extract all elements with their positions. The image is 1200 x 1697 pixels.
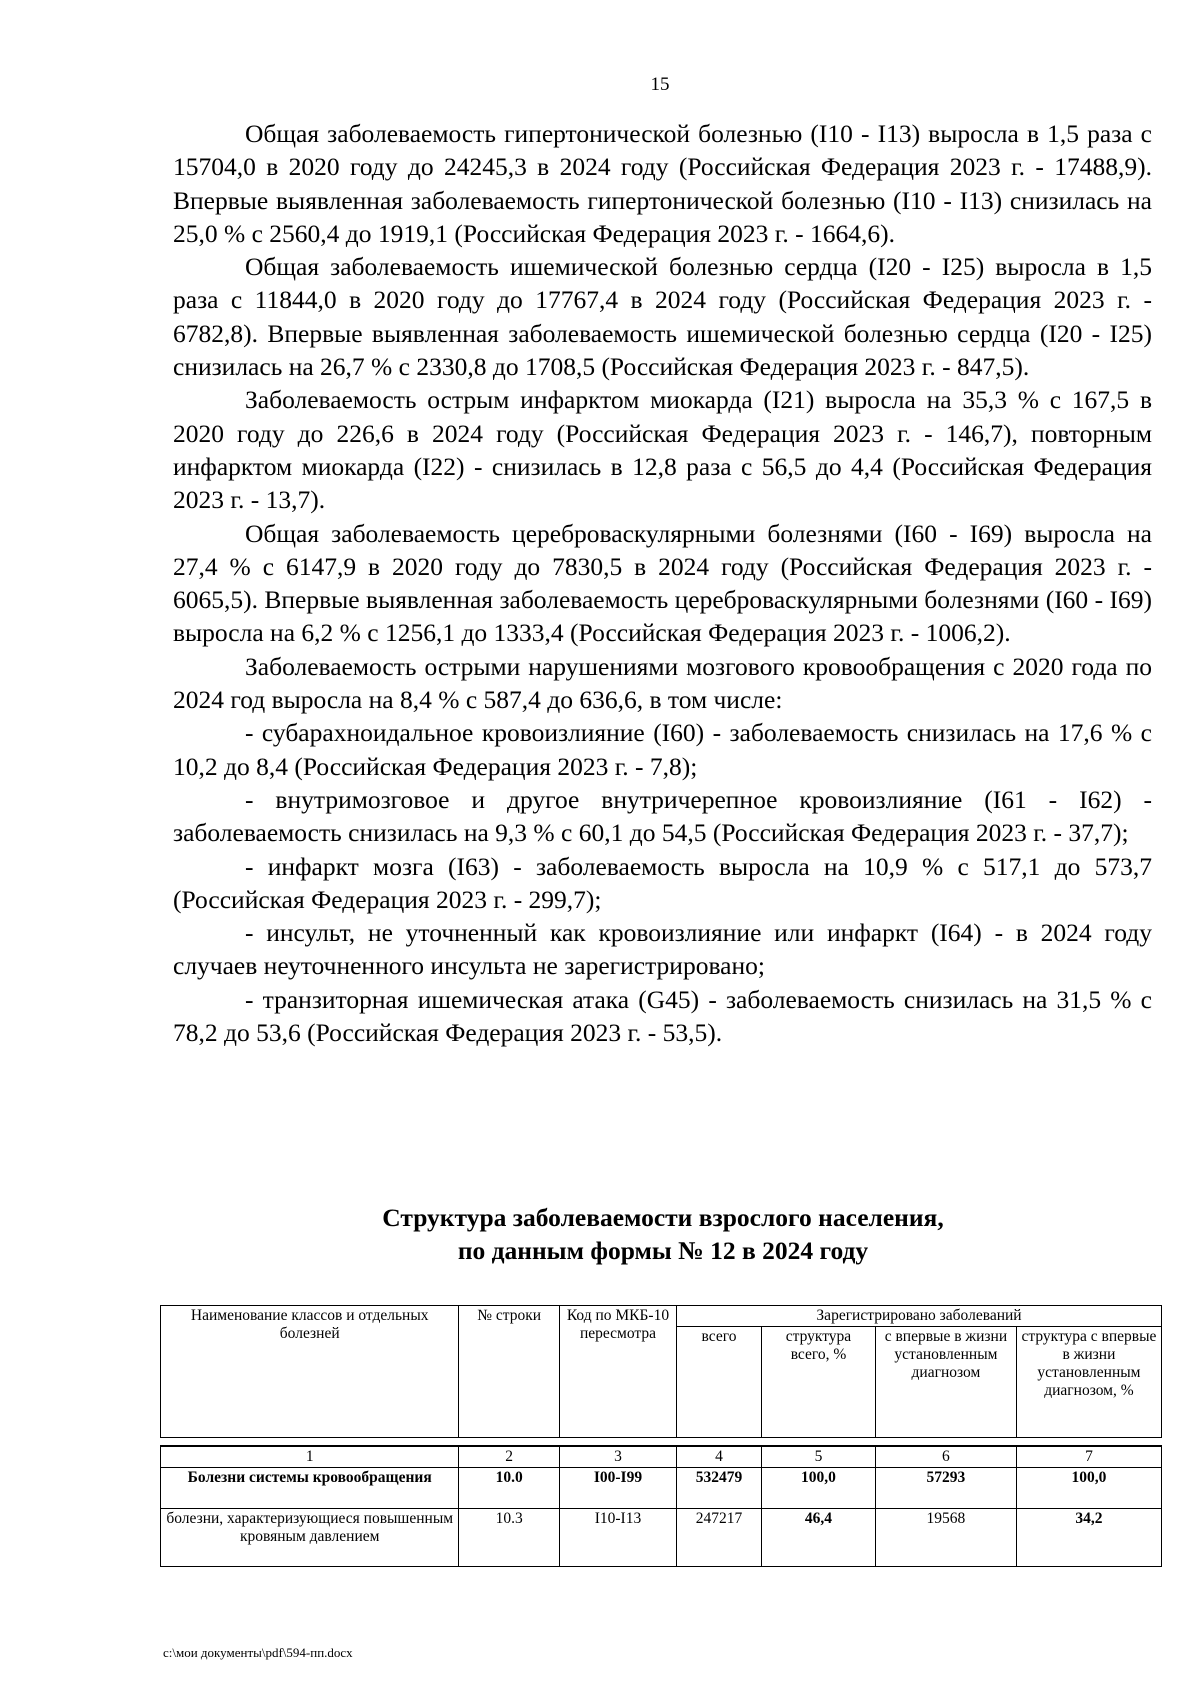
list-item-brain-infarction: - инфаркт мозга (I63) - заболеваемость выросла на 10,9 % с 517,1 до 573,7 (Российская Федерация 2023 г. - 299,7); — [173, 851, 1152, 914]
page-number: 15 — [650, 74, 670, 95]
column-number: 1 — [161, 1446, 459, 1468]
header-name: Наименование классов и отдельных болезней — [161, 1306, 459, 1438]
list-item-intracerebral: - внутримозговое и другое внутричерепное кровоизлияние (I61 - I62) - заболеваемость снизилась на 9,3 % с 60,1 до 54,5 (Российская Федерация 2023 г. - 37,7); — [173, 784, 1152, 848]
cell-row-no: 10.0 — [459, 1468, 560, 1509]
cell-structure-first: 34,2 — [1016, 1509, 1161, 1567]
list-item-tia: - транзиторная ишемическая атака (G45) - заболеваемость снизилась на 31,5 % с 78,2 до 53,6 (Российская Федерация 2023 г. - 53,5). — [173, 984, 1152, 1048]
paragraph-hypertension: Общая заболеваемость гипертонической болезнью (I10 - I13) выросла в 1,5 раза с 15704,0 в 2020 году до 24245,3 в 2024 году (Российская Федерация 2023 г. - 17488,9). Впервые выявленная заболеваемость гипертонической болезнью (I10 - I13) снизилась на 25,0 % с 2560,4 до 1919,1 (Российская Федерация 2023 г. - 1664,6). — [173, 119, 1152, 248]
column-numbers-row — [161, 1446, 1162, 1468]
cell-total: 532479 — [677, 1468, 762, 1509]
cell-row-no: 10.3 — [459, 1509, 560, 1567]
cell-structure-total: 100,0 — [761, 1468, 875, 1509]
column-number: 4 — [677, 1446, 762, 1468]
column-number: 3 — [559, 1446, 676, 1468]
cell-first-time: 57293 — [875, 1468, 1016, 1509]
table-title-line2: по данным формы № 12 в 2024 году — [457, 1236, 869, 1265]
column-number: 6 — [875, 1446, 1016, 1468]
header-code: Код по МКБ-10 пересмотра — [559, 1306, 676, 1438]
cell-name: болезни, характеризующиеся повышенным кровяным давлением — [161, 1509, 459, 1567]
header-structure-total: структура всего, % — [761, 1327, 875, 1438]
paragraph-ischemic-heart-disease: Общая заболеваемость ишемической болезнью сердца (I20 - I25) выросла в 1,5 раза с 11844,0 в 2020 году до 17767,4 в 2024 году (Российская Федерация 2023 г. - 6782,8). Впервые выявленная заболеваемость ишемической болезнью сердца (I20 - I25) снизилась на 26,7 % с 2330,8 до 1708,5 (Российская Федерация 2023 г. - 847,5). — [173, 252, 1152, 382]
header-registered: Зарегистрировано заболеваний — [677, 1306, 1162, 1327]
paragraph-cerebrovascular: Общая заболеваемость цереброваскулярными болезнями (I60 - I69) выросла на 27,4 % с 6147,9 в 2020 году до 7830,5 в 2024 году (Российская Федерация 2023 г. - 6065,5). Впервые выявленная заболеваемость цереброваскулярными болезнями (I60 - I69) выросла на 6,2 % с 1256,1 до 1333,4 (Российская Федерация 2023 г. - 1006,2). — [173, 518, 1152, 648]
cell-name: Болезни системы кровообращения — [161, 1468, 459, 1509]
list-item-unspecified-stroke: - инсульт, не уточненный как кровоизлияние или инфаркт (I64) - в 2024 году случаев неуточненного инсульта не зарегистрировано; — [173, 918, 1152, 981]
header-structure-first: структура с впервые в жизни установленным диагнозом, % — [1016, 1327, 1161, 1438]
table-row — [161, 1509, 1162, 1567]
cell-first-time: 19568 — [875, 1509, 1016, 1567]
list-item-subarachnoid: - субарахноидальное кровоизлияние (I60) - заболеваемость снизилась на 17,6 % с 10,2 до 8,4 (Российская Федерация 2023 г. - 7,8); — [173, 718, 1152, 781]
cell-structure-total: 46,4 — [761, 1509, 875, 1567]
cell-code: I00-I99 — [559, 1468, 676, 1509]
column-number: 5 — [761, 1446, 875, 1468]
table-title-line1: Структура заболеваемости взрослого населения, — [382, 1203, 944, 1232]
column-number: 2 — [459, 1446, 560, 1468]
paragraph-acute-stroke: Заболеваемость острыми нарушениями мозгового кровообращения с 2020 года по 2024 год выросла на 8,4 % с 587,4 до 636,6, в том числе: — [173, 651, 1152, 715]
header-total: всего — [677, 1327, 762, 1438]
cell-structure-first: 100,0 — [1016, 1468, 1161, 1509]
table-title — [163, 1201, 1163, 1267]
header-first-time: с впервые в жизни установленным диагнозом — [875, 1327, 1016, 1438]
table-spacer — [161, 1438, 1162, 1447]
header-row-no: № строки — [459, 1306, 560, 1438]
footer-file-path: c:\мои документы\pdf\594-пп.docx — [163, 1645, 353, 1660]
column-number: 7 — [1016, 1446, 1161, 1468]
cell-total: 247217 — [677, 1509, 762, 1567]
body-text — [173, 117, 1152, 1049]
table-row — [161, 1468, 1162, 1509]
cell-code: I10-I13 — [559, 1509, 676, 1567]
morbidity-structure-table — [160, 1305, 1162, 1567]
paragraph-myocardial-infarction: Заболеваемость острым инфарктом миокарда (I21) выросла на 35,3 % с 167,5 в 2020 году до 226,6 в 2024 году (Российская Федерация 2023 г. - 146,7), повторным инфарктом миокарда (I22) - снизилась в 12,8 раза с 56,5 до 4,4 (Российская Федерация 2023 г. - 13,7). — [173, 385, 1152, 515]
